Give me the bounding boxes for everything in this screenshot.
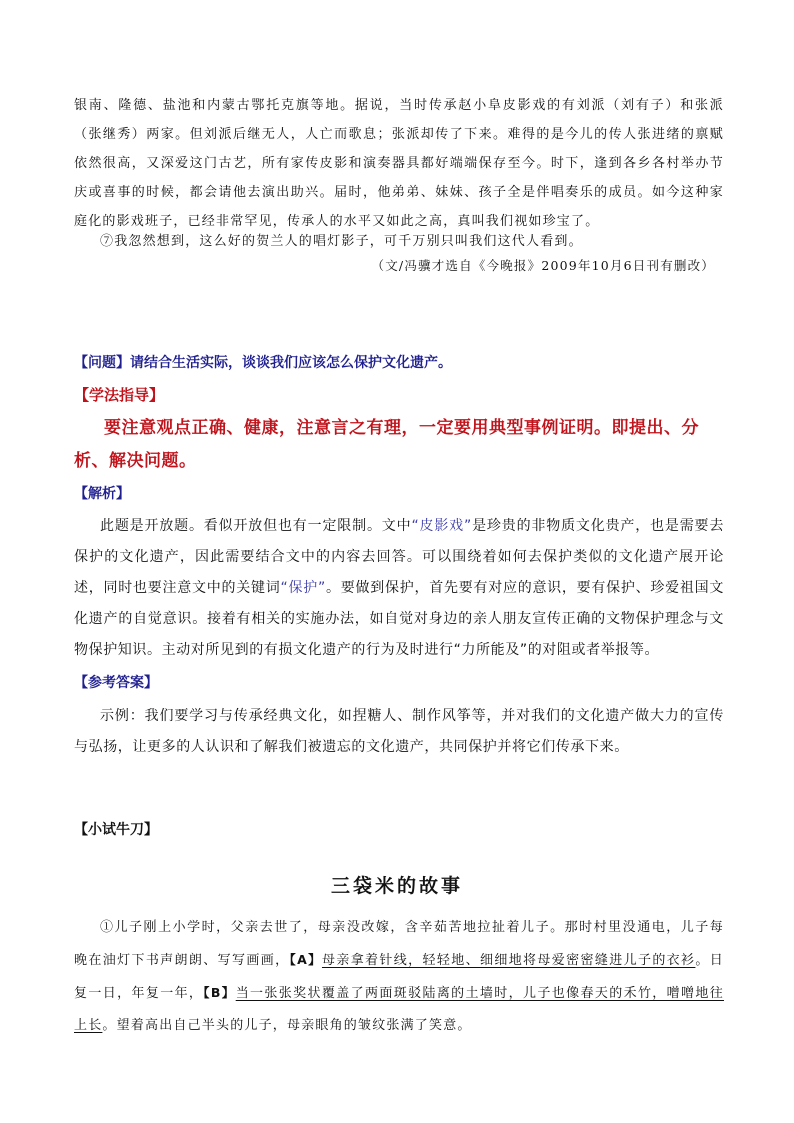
analysis-text [74, 511, 724, 666]
underlined-sentence-a: 母亲拿着针线，轻轻地、细细地将母爱密密缝进儿子的衣衫 [321, 953, 696, 968]
question-line [74, 352, 452, 372]
analysis-keyword-piyingxi: “皮影戏” [411, 518, 472, 534]
answer-text: 示例：我们要学习与传承经典文化，如捏糖人、制作风筝等，并对我们的文化遗产做大力的宣传与弘扬，让更多的人认识和了解我们被遗忘的文化遗产，共同保护并将它们传承下来。 [74, 708, 724, 755]
method-heading: 【学法指导】 [74, 386, 165, 404]
marker-a: 【A】 [289, 952, 322, 967]
answer-heading: 【参考答案】 [74, 675, 158, 691]
marker-b: 【B】 [203, 985, 236, 1000]
method-text: 要注意观点正确、健康，注意言之有理，一定要用典型事例证明。即提出、分析、解决问题。 [74, 418, 699, 471]
analysis-heading: 【解析】 [74, 486, 130, 502]
underlined-sentence-b: 当一张张奖状覆盖了两面斑驳陆离的土墙时，儿子也像春天的禾竹，噌噌地往上长 [74, 986, 724, 1033]
question-text: 请结合生活实际，谈谈我们应该怎么保护文化遗产。 [130, 355, 452, 371]
passage-source: （文/冯骥才选自《今晚报》2009年10月6日刊有删改） [371, 258, 715, 273]
story-text-3: 。望着高出自己半头的儿子，母亲眼角的皱纹张满了笑意。 [102, 1018, 472, 1033]
passage-paragraph-6: 银南、隆德、盐池和内蒙古鄂托克旗等地。据说，当时传承赵小阜皮影戏的有刘派（刘有子）和张派（张继秀）两家。但刘派后继无人，人亡而歌息；张派却传了下来。难得的是今儿的传人张进绪的禀赋依然很高，又深爱这门古艺，所有家传皮影和演奏器具都好端端保存至今。时下，逢到各乡各村举办节庆或喜事的时候，都会请他去演出助兴。届时，他弟弟、妹妹、孩子全是伴唱奏乐的成员。如今这种家庭化的影戏班子，已经非常罕见，传承人的水平又如此之高，真叫我们视如珍宝了。 [74, 98, 724, 229]
analysis-part-1: 此题是开放题。看似开放但也有一定限制。文中 [100, 518, 412, 534]
story-title: 三袋米的故事 [330, 875, 463, 897]
question-heading: 【问题】 [74, 355, 130, 371]
story-text-1: ①儿子刚上小学时，父亲去世了，母亲没改嫁，含辛茹苦地拉扯着儿子。那时村里没通电，儿子每晚在油灯下书声朗朗、写写画画， [74, 920, 724, 968]
story-text-2: 。日复一日，年复一年， [74, 953, 724, 1001]
analysis-part-3: 。要做到保护，首先要有对应的意识，要有保护、珍爱祖国文化遗产的自觉意识。接着有相关的实施办法，如自觉对身边的亲人朋友宣传正确的文物保护理念与文物保护知识。主动对所见到的有损文化遗产的行为及时进行“力所能及”的对阻或者举报等。 [74, 580, 725, 658]
analysis-keyword-baohu: “保护” [280, 580, 326, 596]
passage-paragraph-7: ⑦我忽然想到，这么好的贺兰人的唱灯影子，可千万别只叫我们这代人看到。 [100, 234, 583, 249]
practice-heading: 【小试牛刀】 [74, 822, 158, 838]
analysis-part-2: 是珍贵的非物质文化贵产，也是需要去保护的文化遗产，因此需要结合文中的内容去回答。可以围绕着如何去保护类似的文化遗产展开论述，同时也要注意文中的关键词 [74, 518, 724, 596]
story-paragraph-1 [74, 912, 724, 1042]
